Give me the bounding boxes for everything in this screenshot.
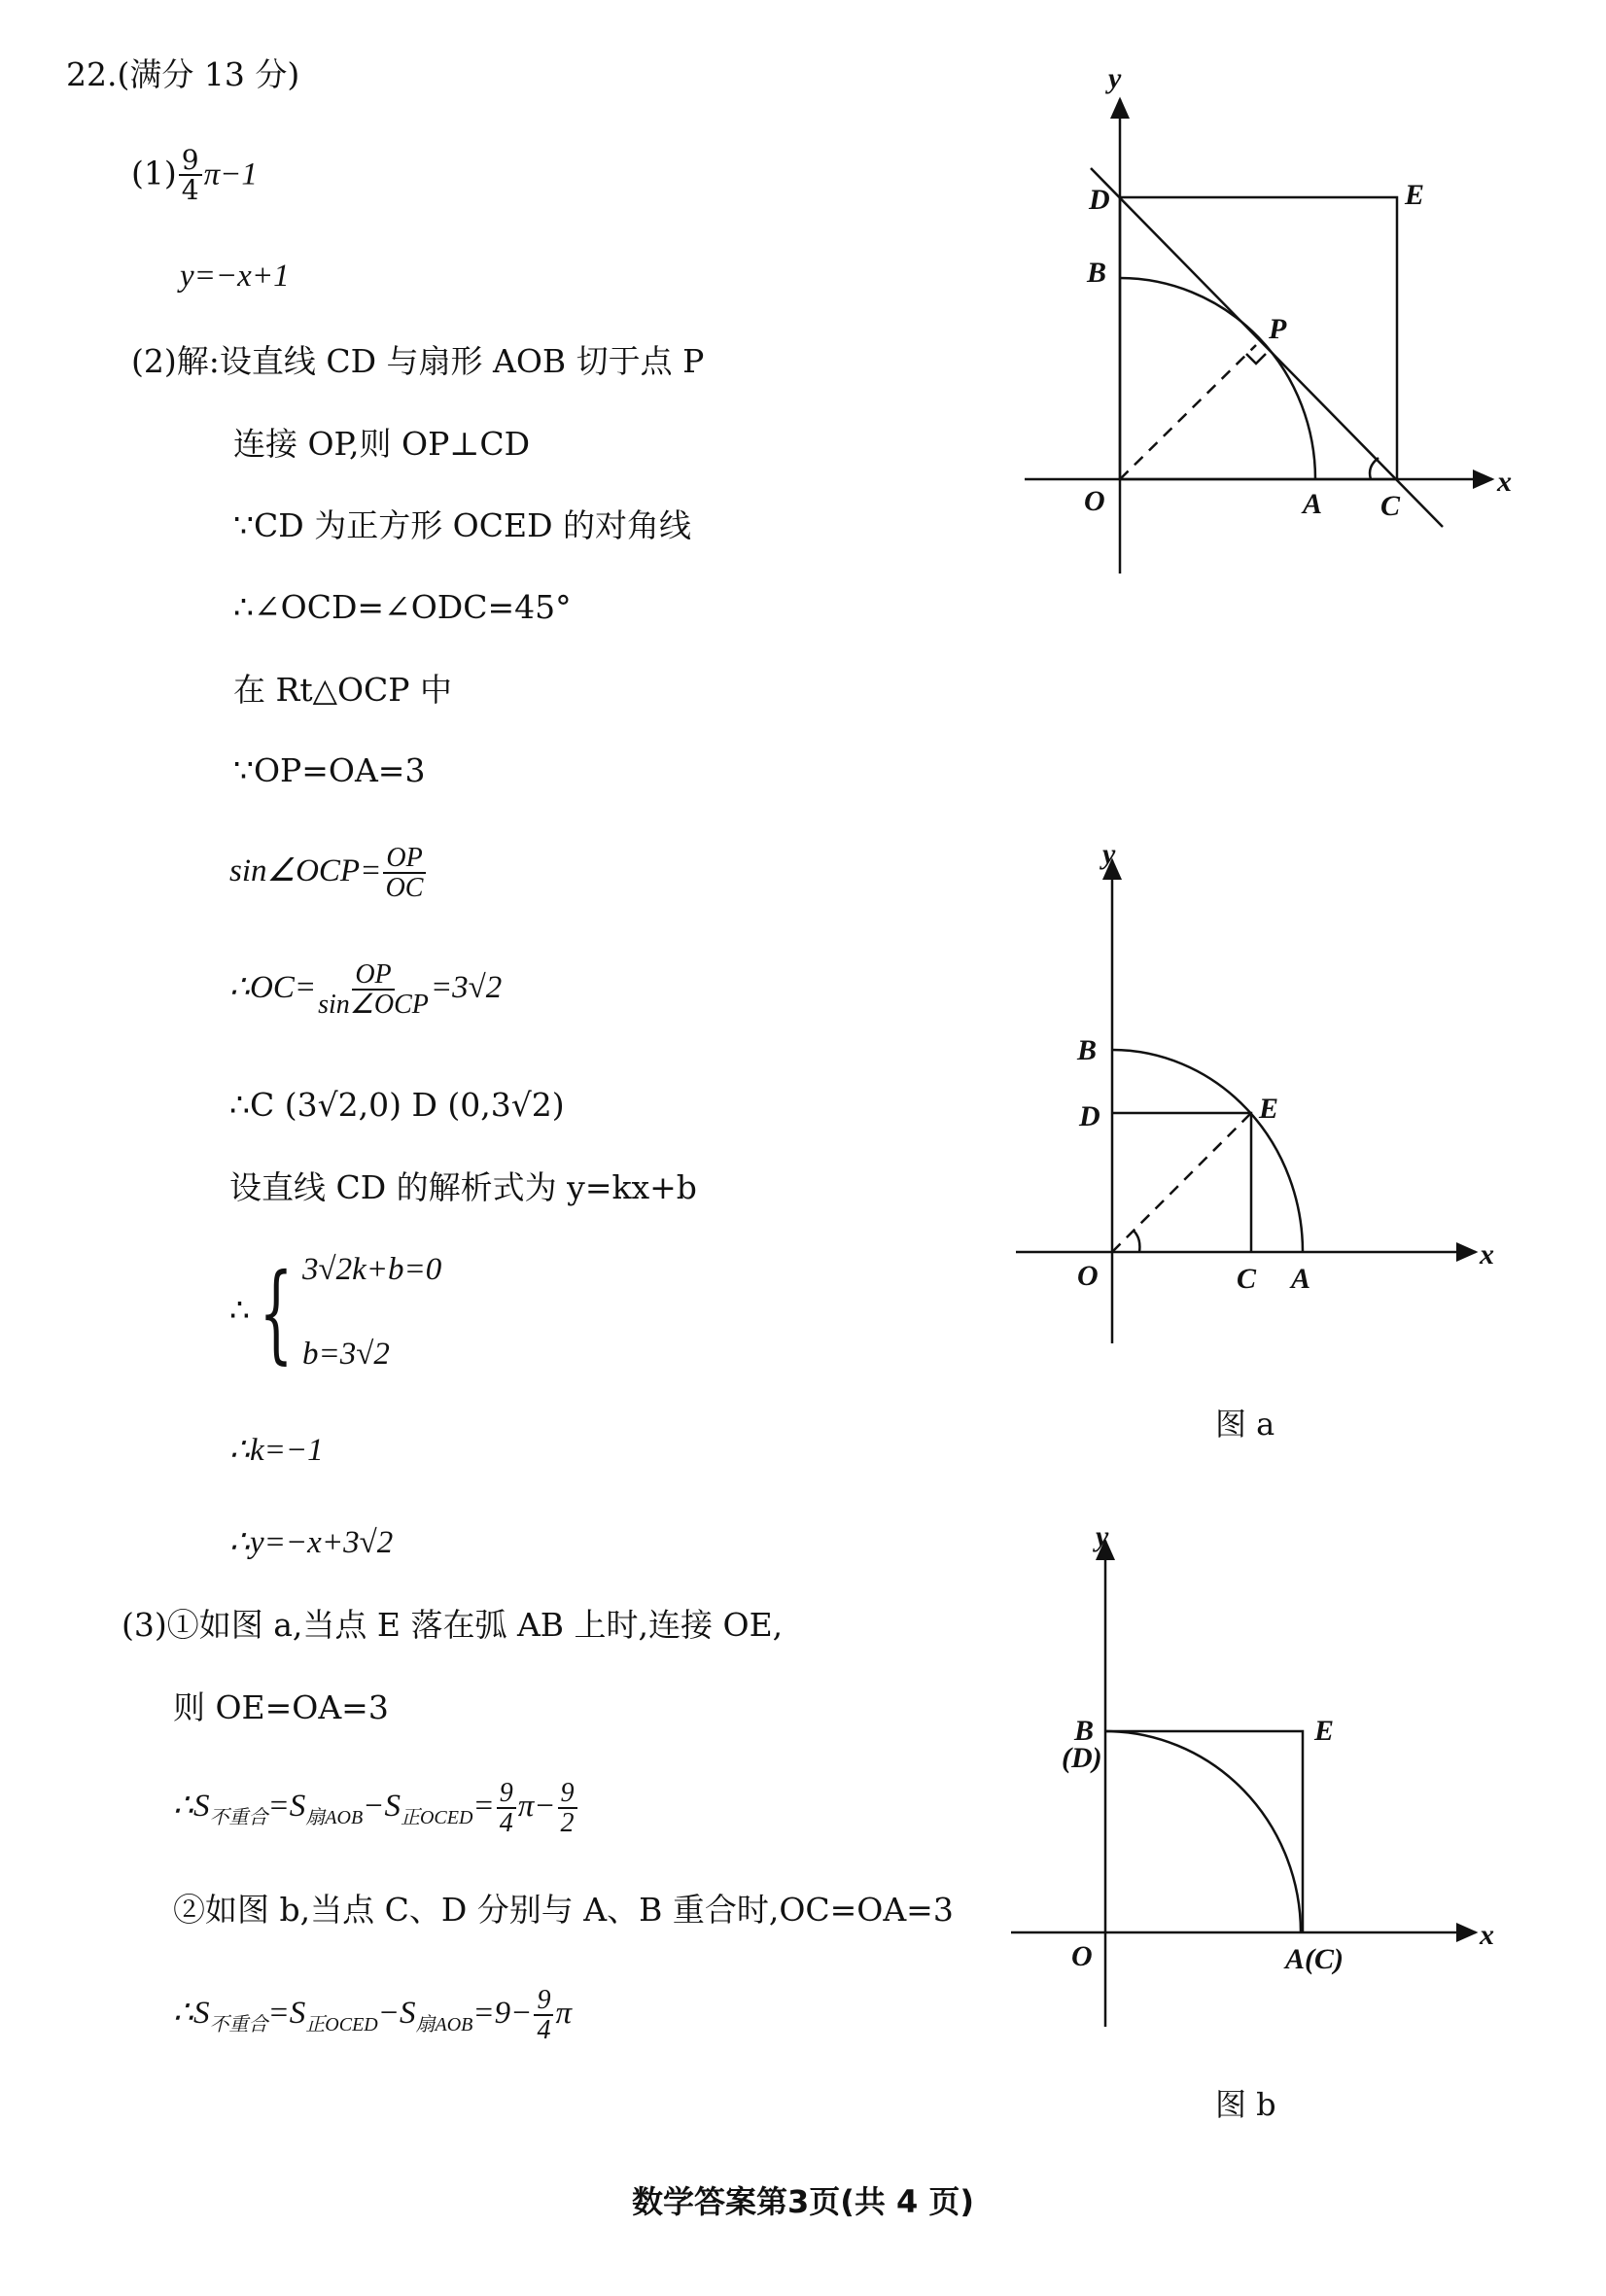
label-o: O: [1077, 1260, 1099, 1292]
label-e: E: [1314, 1715, 1335, 1747]
label-a: A: [1291, 1263, 1311, 1295]
subscript: 扇AOB: [415, 2013, 473, 2035]
lhs: sin∠OCP=: [229, 852, 382, 888]
label-c: C: [1380, 490, 1401, 522]
figure-a-caption: 图 a: [1215, 1406, 1275, 1443]
segment-op: [1120, 345, 1256, 479]
label-x: x: [1480, 1238, 1494, 1270]
step: ∵OP=OA=3: [233, 751, 426, 789]
label-b: B: [1087, 257, 1107, 289]
tangent-line-cd: [1091, 168, 1443, 527]
arc-ab: [1105, 1731, 1301, 1932]
square-oced: [1105, 1731, 1303, 1932]
part2-intro: (2)解:设直线 CD 与扇形 AOB 切于点 P: [131, 342, 705, 380]
label-y: y: [1102, 838, 1116, 870]
part3-case1: (3)①如图 a,当点 E 落在弧 AB 上时,连接 OE,: [122, 1606, 784, 1644]
part3-case2: ②如图 b,当点 C、D 分别与 A、B 重合时,OC=OA=3: [173, 1891, 954, 1929]
denominator: 4: [181, 174, 199, 207]
label-x: x: [1480, 1919, 1494, 1951]
part-label: (1): [131, 154, 177, 192]
term: π−: [517, 1788, 556, 1824]
subscript: 正OCED: [305, 2013, 378, 2035]
label-a-c: A(C): [1285, 1943, 1344, 1975]
figure-b-caption: 图 b: [1215, 2086, 1276, 2123]
label-o: O: [1084, 485, 1105, 517]
denominator: 2: [560, 1808, 575, 1839]
label-o: O: [1071, 1940, 1093, 1972]
step: 设直线 CD 的解析式为 y=kx+b: [229, 1168, 697, 1206]
subscript: 不重合: [209, 2013, 268, 2035]
subscript: 扇AOB: [305, 1806, 364, 1828]
step: ∴C (3√2,0) D (0,3√2): [229, 1086, 565, 1124]
numerator: OP: [383, 844, 425, 874]
denominator: sin∠OCP: [318, 990, 429, 1021]
label-d: D: [1089, 184, 1110, 216]
label-b: B: [1074, 1715, 1095, 1747]
angle-mark: [1134, 1231, 1139, 1252]
right-angle-mark: [1246, 354, 1266, 364]
term: π: [555, 1995, 572, 2031]
part1-line2: y=−x+1: [180, 259, 290, 294]
term: =9−: [472, 1995, 533, 2031]
term: ∴S: [173, 1995, 210, 2031]
label-y: y: [1096, 1520, 1109, 1552]
step: ∴∠OCD=∠ODC=45°: [233, 588, 572, 626]
page-footer: 数学答案第3页(共 4 页): [631, 2183, 975, 2220]
step: ∴k=−1: [229, 1433, 324, 1468]
question-header: 22.(满分 13 分): [66, 55, 300, 93]
term: −S: [363, 1788, 401, 1824]
equation: b=3√2: [302, 1337, 390, 1372]
subscript: 正OCED: [400, 1806, 473, 1828]
label-d: (D): [1062, 1742, 1102, 1774]
term: =: [472, 1788, 495, 1824]
label-p: P: [1269, 313, 1287, 345]
label-a: A: [1303, 488, 1323, 520]
label-b: B: [1077, 1034, 1098, 1066]
denominator: 4: [499, 1808, 513, 1839]
numerator: 9: [497, 1779, 516, 1809]
denominator: 4: [537, 2015, 551, 2046]
label-e: E: [1259, 1093, 1279, 1125]
therefore: ∴: [229, 1291, 250, 1329]
label-e: E: [1405, 179, 1425, 211]
denominator: OC: [385, 873, 424, 904]
numerator: 9: [534, 1986, 553, 2016]
numerator: OP: [352, 960, 394, 991]
brace-icon: {: [259, 1250, 294, 1374]
arc-ab: [1112, 1050, 1303, 1252]
term: =S: [267, 1995, 306, 2031]
expression: π−1: [203, 157, 258, 192]
step: 在 Rt△OCP 中: [233, 671, 452, 709]
numerator: 9: [558, 1779, 577, 1809]
term: =S: [267, 1788, 306, 1824]
step: ∴y=−x+3√2: [229, 1525, 394, 1560]
label-y: y: [1108, 62, 1122, 94]
step: 则 OE=OA=3: [173, 1688, 389, 1726]
step: 连接 OP,则 OP⊥CD: [233, 425, 531, 463]
numerator: 9: [179, 146, 202, 176]
term: −S: [377, 1995, 416, 2031]
subscript: 不重合: [209, 1806, 268, 1828]
label-x: x: [1497, 466, 1512, 498]
rhs: =3√2: [430, 969, 503, 1005]
lhs: ∴OC=: [229, 969, 317, 1005]
term: ∴S: [173, 1788, 210, 1824]
label-c: C: [1237, 1263, 1257, 1295]
equation: 3√2k+b=0: [302, 1252, 442, 1287]
step: ∵CD 为正方形 OCED 的对角线: [233, 506, 692, 544]
label-d: D: [1079, 1100, 1100, 1132]
